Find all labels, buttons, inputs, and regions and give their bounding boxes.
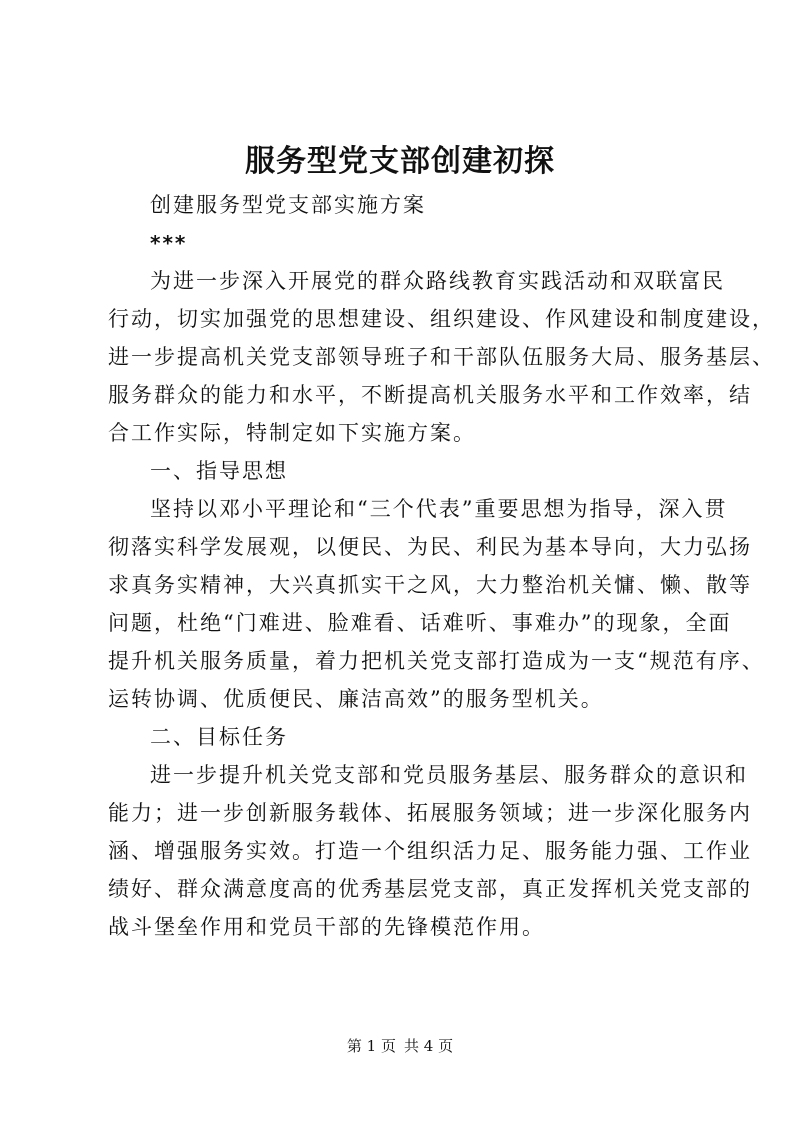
document-title: 服务型党支部创建初探 [245,144,555,179]
paragraph-line: 合工作实际，特制定如下实施方案。 [108,421,476,445]
paragraph-line: 坚持以邓小平理论和“三个代表”重要思想为指导，深入贯 [150,497,728,521]
paragraph-line: 为进一步深入开展党的群众路线教育实践活动和双联富民 [150,269,725,293]
paragraph-line: 彻落实科学发展观，以便民、为民、利民为基本导向，大力弘扬 [108,535,752,559]
paragraph-line: 绩好、群众满意度高的优秀基层党支部，真正发挥机关党支部的 [108,877,752,901]
paragraph-line: 求真务实精神，大兴真抓实干之风，大力整治机关慵、懒、散等 [108,573,752,597]
paragraph-line: 运转协调、优质便民、廉洁高效”的服务型机关。 [108,687,604,711]
author-marker: *** [150,231,188,255]
paragraph-line: 行动，切实加强党的思想建设、组织建设、作风建设和制度建设， [108,307,775,331]
paragraph-line: 提升机关服务质量，着力把机关党支部打造成为一支“规范有序、 [108,649,765,673]
section-heading: 一、指导思想 [150,459,288,483]
section-heading: 二、目标任务 [150,725,288,749]
paragraph-line: 能力；进一步创新服务载体、拓展服务领域；进一步深化服务内 [108,801,752,825]
page-total: 共 4 页 [404,1037,454,1055]
section1-paragraph [108,490,765,718]
intro-paragraph [108,262,775,452]
paragraph-line: 问题，杜绝“门难进、脸难看、话难听、事难办”的现象，全面 [108,611,732,635]
document-subtitle: 创建服务型党支部实施方案 [150,193,426,217]
paragraph-line: 战斗堡垒作用和党员干部的先锋模范作用。 [108,915,545,939]
document-body [108,186,775,946]
section2-paragraph [108,756,752,946]
page-number: 第 1 页 [346,1037,396,1055]
paragraph-line: 服务群众的能力和水平，不断提高机关服务水平和工作效率，结 [108,383,752,407]
paragraph-line: 进一步提升机关党支部和党员服务基层、服务群众的意识和 [150,763,748,787]
paragraph-line: 涵、增强服务实效。打造一个组织活力足、服务能力强、工作业 [108,839,752,863]
page-footer [0,1036,800,1056]
paragraph-line: 进一步提高机关党支部领导班子和干部队伍服务大局、服务基层、 [108,345,775,369]
